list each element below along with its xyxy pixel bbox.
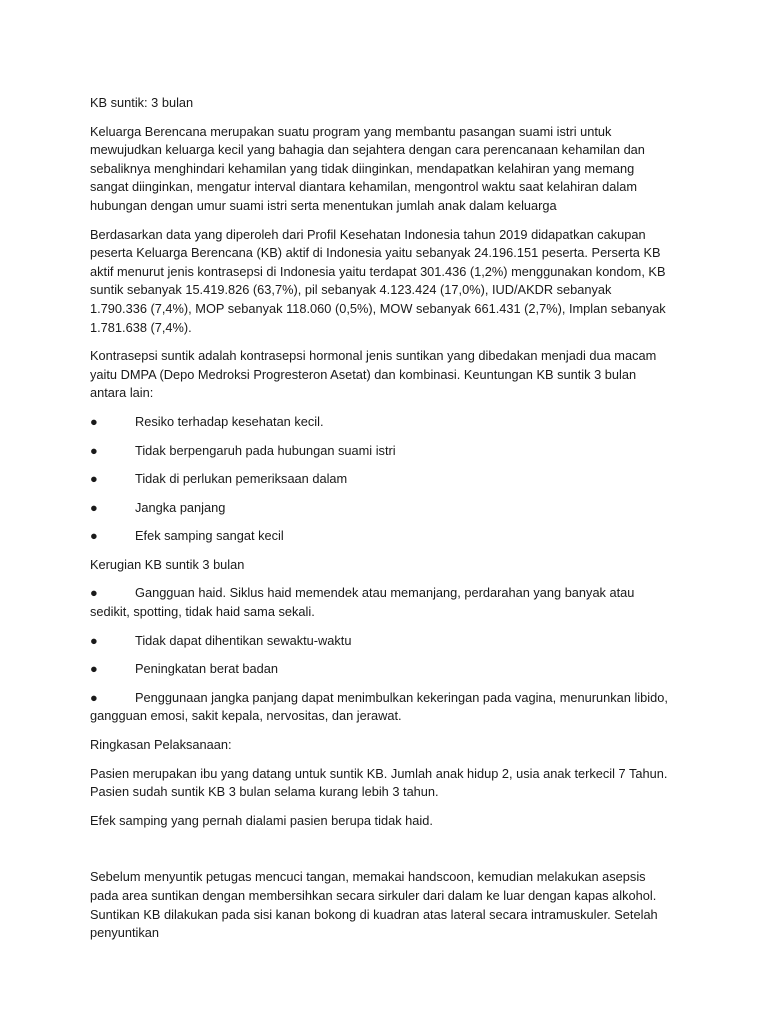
bullet-icon: ● [90,442,98,458]
disadvantages-heading: Kerugian KB suntik 3 bulan [90,556,245,572]
bullet-icon: ● [90,471,98,487]
disadvantages-list [90,584,668,726]
bullet-icon: ● [90,413,98,429]
list-item [90,632,668,651]
bullet-icon: ● [90,632,98,648]
paragraph-intro: Keluarga Berencana merupakan suatu program yang membantu pasangan suami istri untuk mewujudkan keluarga kecil yang bahagia dan sejahtera dengan cara perencanaan kehamilan dan sebaliknya menghindari kehamilan yang tidak diinginkan, mendapatkan kelahiran yang memang sangat diinginkan, mengatur interval diantara kehamilan, mengontrol waktu saat kelahiran dalam hubungan dengan umur suami istri serta menentukan jumlah anak dalam keluarga [90,123,645,213]
list-item [90,499,668,518]
paragraph-procedure: Sebelum menyuntik petugas mencuci tangan, memakai handscoon, kemudian melakukan asepsis pada area suntikan dengan membersihkan secara sirkuler dari dalam ke luar dengan kapas alkohol. Suntikan KB dilakukan pada sisi kanan bokong di kuadran atas lateral secara intramuskuler. Setelah penyuntikan [90,869,658,941]
list-item [90,689,668,726]
bullet-icon: ● [90,689,98,705]
list-item-text: Resiko terhadap kesehatan kecil. [135,413,324,429]
list-item-text: Jangka panjang [135,499,226,515]
list-item-text: Tidak dapat dihentikan sewaktu-waktu [135,632,352,648]
list-item [90,442,668,461]
document-title: KB suntik: 3 bulan [90,95,194,110]
list-item [90,470,668,489]
paragraph-side-effects: Efek samping yang pernah dialami pasien berupa tidak haid. [90,812,433,828]
bullet-icon: ● [90,661,98,677]
list-item [90,413,668,432]
list-item-text: Penggunaan jangka panjang dapat menimbulkan kekeringan pada vagina, menurunkan libido, gangguan emosi, sakit kepala, nervositas, dan jerawat. [90,689,668,724]
paragraph-statistics: Berdasarkan data yang diperoleh dari Profil Kesehatan Indonesia tahun 2019 didapatkan cakupan peserta Keluarga Berencana (KB) aktif di Indonesia yaitu sebanyak 24.196.151 peserta. Perserta KB aktif menurut jenis kontrasepsi di Indonesia yaitu terdapat 301.436 (1,2%) menggunakan kondom, KB suntik sebanyak 15.419.826 (63,7%), pil sebanyak 4.123.424 (17,0%), IUD/AKDR sebanyak 1.790.336 (7,4%), MOP sebanyak 118.060 (0,5%), MOW sebanyak 661.431 (2,7%), Implan sebanyak 1.781.638 (7,4%). [90,226,666,335]
paragraph-patient-info: Pasien merupakan ibu yang datang untuk suntik KB. Jumlah anak hidup 2, usia anak terkecil 7 Tahun. Pasien sudah suntik KB 3 bulan selama kurang lebih 3 tahun. [90,765,668,800]
list-item-text: Efek samping sangat kecil [135,528,284,544]
bullet-icon: ● [90,499,98,515]
list-item-text: Peningkatan berat badan [135,661,279,677]
list-item [90,584,668,621]
paragraph-injectable-contraception: Kontrasepsi suntik adalah kontrasepsi hormonal jenis suntikan yang dibedakan menjadi dua macam yaitu DMPA (Depo Medroksi Progresteron Asetat) dan kombinasi. Keuntungan KB suntik 3 bulan antara lain: [90,348,657,401]
list-item [90,527,668,546]
summary-heading: Ringkasan Pelaksanaan: [90,737,232,753]
advantages-list [90,413,668,546]
list-item-text: Tidak di perlukan pemeriksaan dalam [135,471,348,487]
bullet-icon: ● [90,585,98,601]
bullet-icon: ● [90,528,98,544]
list-item-text: Tidak berpengaruh pada hubungan suami istri [135,442,396,458]
list-item [90,660,668,679]
list-item-text: Gangguan haid. Siklus haid memendek atau memanjang, perdarahan yang banyak atau sedikit, spotting, tidak haid sama sekali. [90,585,635,620]
spacer [90,840,668,868]
